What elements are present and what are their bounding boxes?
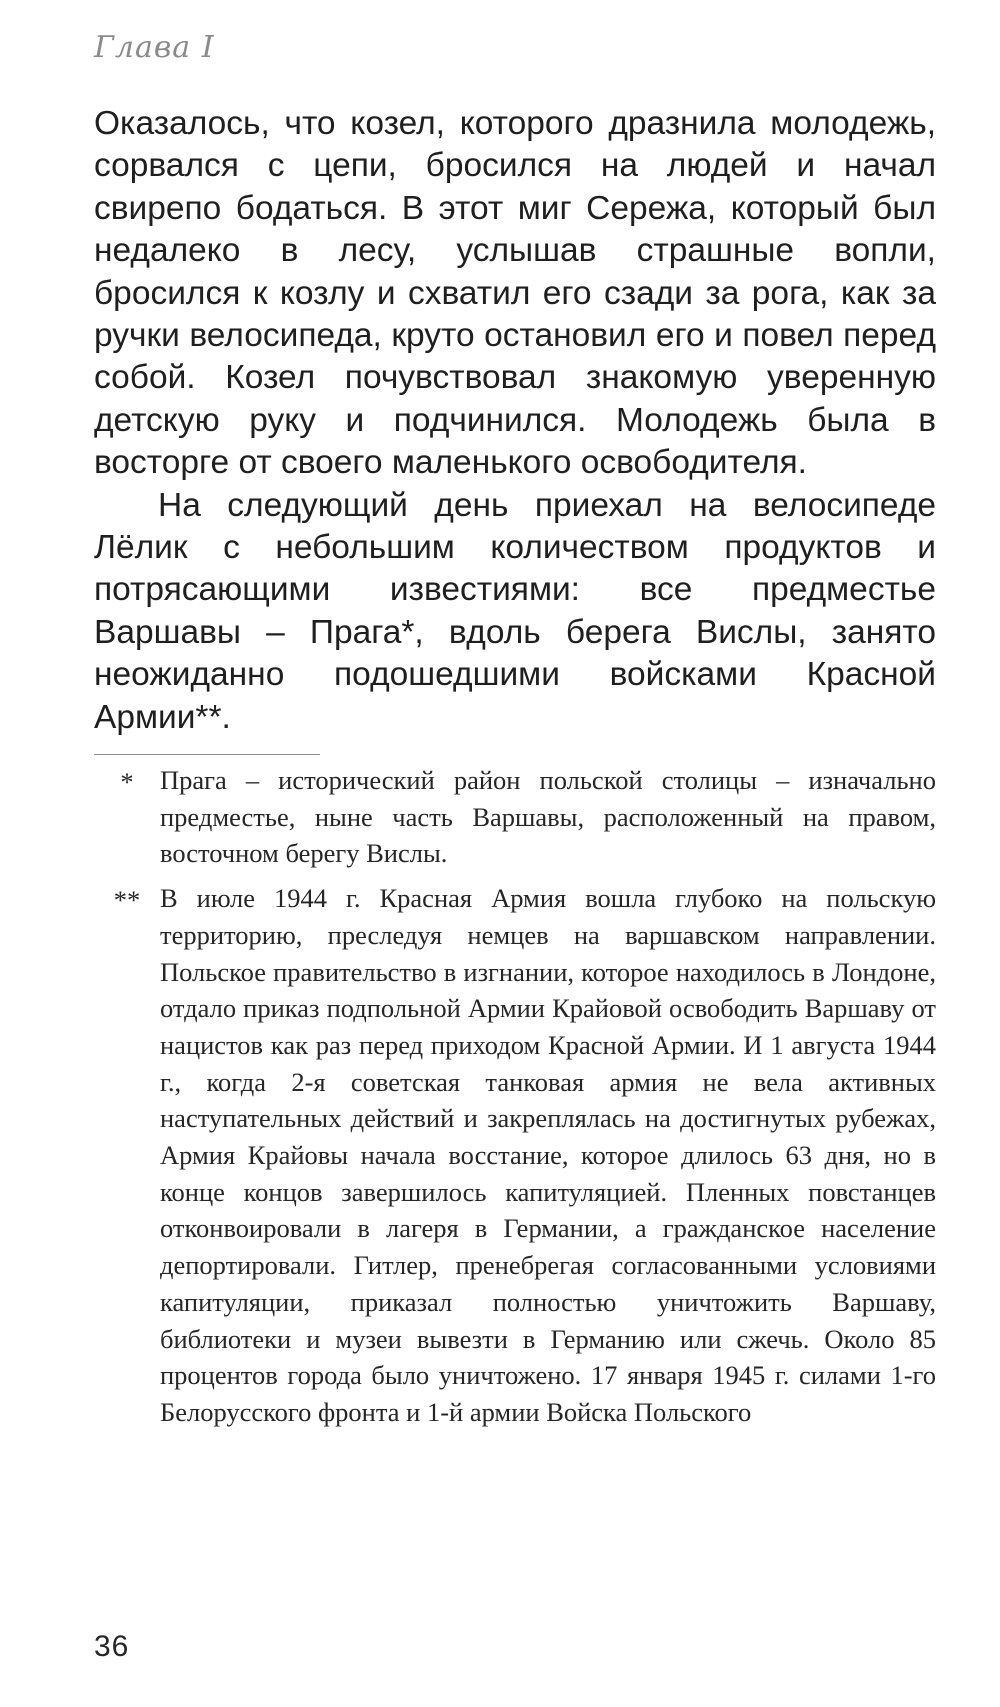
paragraph-1: Оказалось, что козел, которого дразнила молодежь, сорвался с цепи, бросился на людей и начал свирепо бодаться. В этот миг Сережа, который был недалеко в лесу, услышав страшные вопли, бросился к козлу и схватил его сзади за рога, как за ручки велосипеда, круто остановил его и повел перед собой. Козел почувствовал знакомую уверенную детскую руку и подчинился. Молодежь была в восторге от своего маленького освободителя. bbox=[94, 105, 936, 482]
main-text bbox=[94, 103, 936, 739]
page-number: 36 bbox=[94, 1630, 130, 1663]
footnote-2 bbox=[94, 880, 936, 1431]
paragraph-2: На следующий день приехал на велосипеде Лёлик с небольшим количеством продуктов и потрясающими известиями: все предместье Варшавы – Прага*, вдоль берега Вислы, занято неожиданно подошедшими войсками Красной Армии**. bbox=[94, 486, 936, 736]
footnote-divider bbox=[94, 754, 320, 755]
chapter-header: Глава I bbox=[94, 30, 215, 65]
footnotes bbox=[94, 762, 936, 1439]
footnote-2-marker: ** bbox=[113, 885, 141, 916]
footnote-1 bbox=[94, 762, 936, 872]
footnote-1-text: Прага – исторический район польской столицы – изначально предместье, ныне часть Варшавы, расположенный на правом, восточном берегу Вислы. bbox=[160, 765, 936, 869]
footnote-1-marker: * bbox=[120, 767, 134, 797]
footnote-2-text: В июле 1944 г. Красная Армия вошла глубоко на польскую территорию, преследуя немцев на варшавском направлении. Польское правительство в изгнании, которое находилось в Лондоне, отдало приказ подпольной Армии Крайовой освободить Варшаву от нацистов как раз перед приходом Красной Армии. И 1 августа 1944 г., когда 2-я советская танковая армия не вела активных наступательных действий и закреплялась на достигнутых рубежах, Армия Крайовы начала восстание, которое длилось 63 дня, но в конце концов завершилось капитуляцией. Пленных повстанцев отконвоировали в лагеря в Германии, а гражданское население депортировали. Гитлер, пренебрегая согласованными условиями капитуляции, приказал полностью уничтожить Варшаву, библиотеки и музеи вывезти в Германию или сжечь. Около 85 процентов города было уничтожено. 17 января 1945 г. силами 1-го Белорусского фронта и 1-й армии Войска Польского bbox=[160, 883, 936, 1427]
